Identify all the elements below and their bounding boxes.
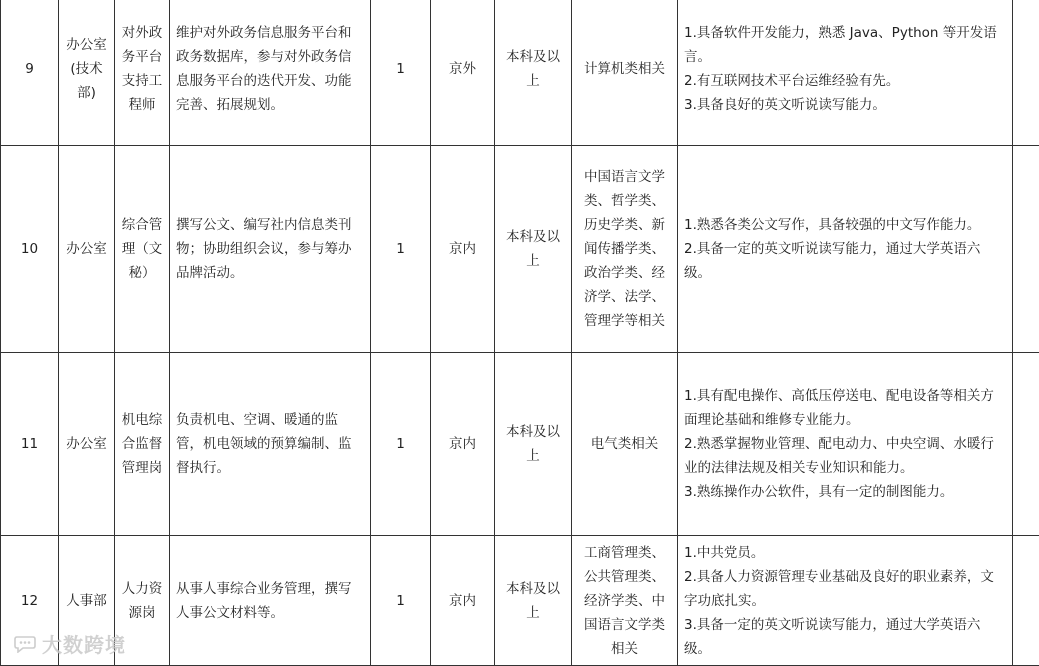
table-row xyxy=(1,353,1039,536)
requirement-line: 3.具备一定的英文听说读写能力，通过大学英语六级。 xyxy=(684,613,1006,661)
headcount-cell: 1 xyxy=(371,0,431,146)
requirement-line: 2.具备人力资源管理专业基础及良好的职业素养，文字功底扎实。 xyxy=(684,565,1006,613)
row-number: 10 xyxy=(1,146,59,353)
major-cell: 电气类相关 xyxy=(572,353,678,536)
table-row xyxy=(1,0,1039,146)
requirements-cell xyxy=(678,536,1013,666)
position-cell: 人力资源岗 xyxy=(115,536,170,666)
requirement-line: 2.熟悉掌握物业管理、配电动力、中央空调、水暖行业的法律法规及相关专业知识和能力。 xyxy=(684,432,1006,480)
requirement-line: 2.有互联网技术平台运维经验有先。 xyxy=(684,69,1006,93)
location-cell: 京内 xyxy=(431,536,495,666)
requirements-cell xyxy=(678,146,1013,353)
duties-cell: 从事人事综合业务管理，撰写人事公文材料等。 xyxy=(170,536,371,666)
position-cell: 机电综合监督管理岗 xyxy=(115,353,170,536)
major-cell: 工商管理类、公共管理类、经济学类、中国语言文学类相关 xyxy=(572,536,678,666)
requirements-cell xyxy=(678,353,1013,536)
position-cell: 对外政务平台支持工程师 xyxy=(115,0,170,146)
education-cell: 本科及以上 xyxy=(495,353,572,536)
requirement-line: 3.熟练操作办公软件，具有一定的制图能力。 xyxy=(684,480,1006,504)
row-number: 9 xyxy=(1,0,59,146)
blank-cell xyxy=(1013,536,1039,666)
row-number: 12 xyxy=(1,536,59,666)
department-cell: 办公室 xyxy=(59,146,115,353)
location-cell: 京内 xyxy=(431,146,495,353)
requirement-line: 3.具备良好的英文听说读写能力。 xyxy=(684,93,1006,117)
major-cell: 中国语言文学类、哲学类、历史学类、新闻传播学类、政治学类、经济学、法学、管理学等相关 xyxy=(572,146,678,353)
row-number: 11 xyxy=(1,353,59,536)
education-cell: 本科及以上 xyxy=(495,536,572,666)
table-row xyxy=(1,536,1039,666)
education-cell: 本科及以上 xyxy=(495,146,572,353)
location-cell: 京外 xyxy=(431,0,495,146)
blank-cell xyxy=(1013,353,1039,536)
blank-cell xyxy=(1013,0,1039,146)
requirement-line: 1.熟悉各类公文写作，具备较强的中文写作能力。 xyxy=(684,213,1006,237)
table-row xyxy=(1,146,1039,353)
requirement-line: 1.具有配电操作、高低压停送电、配电设备等相关方面理论基础和维修专业能力。 xyxy=(684,384,1006,432)
watermark-logo xyxy=(14,629,126,658)
watermark-text: 大数跨境 xyxy=(42,629,126,658)
requirement-line: 1.具备软件开发能力，熟悉 Java、Python 等开发语言。 xyxy=(684,21,1006,69)
department-cell: 人事部 xyxy=(59,536,115,666)
headcount-cell: 1 xyxy=(371,146,431,353)
requirement-line: 2.具备一定的英文听说读写能力，通过大学英语六级。 xyxy=(684,237,1006,285)
headcount-cell: 1 xyxy=(371,536,431,666)
duties-cell: 维护对外政务信息服务平台和政务数据库，参与对外政务信息服务平台的迭代开发、功能完善、拓展规划。 xyxy=(170,0,371,146)
requirement-line: 1.中共党员。 xyxy=(684,541,1006,565)
requirements-cell xyxy=(678,0,1013,146)
duties-cell: 负责机电、空调、暖通的监管，机电领域的预算编制、监督执行。 xyxy=(170,353,371,536)
department-cell: 办公室(技术部) xyxy=(59,0,115,146)
education-cell: 本科及以上 xyxy=(495,0,572,146)
department-cell: 办公室 xyxy=(59,353,115,536)
major-cell: 计算机类相关 xyxy=(572,0,678,146)
position-cell: 综合管理（文秘） xyxy=(115,146,170,353)
blank-cell xyxy=(1013,146,1039,353)
location-cell: 京内 xyxy=(431,353,495,536)
chat-bubble-icon xyxy=(14,635,36,653)
duties-cell: 撰写公文、编写社内信息类刊物；协助组织会议，参与筹办品牌活动。 xyxy=(170,146,371,353)
headcount-cell: 1 xyxy=(371,353,431,536)
